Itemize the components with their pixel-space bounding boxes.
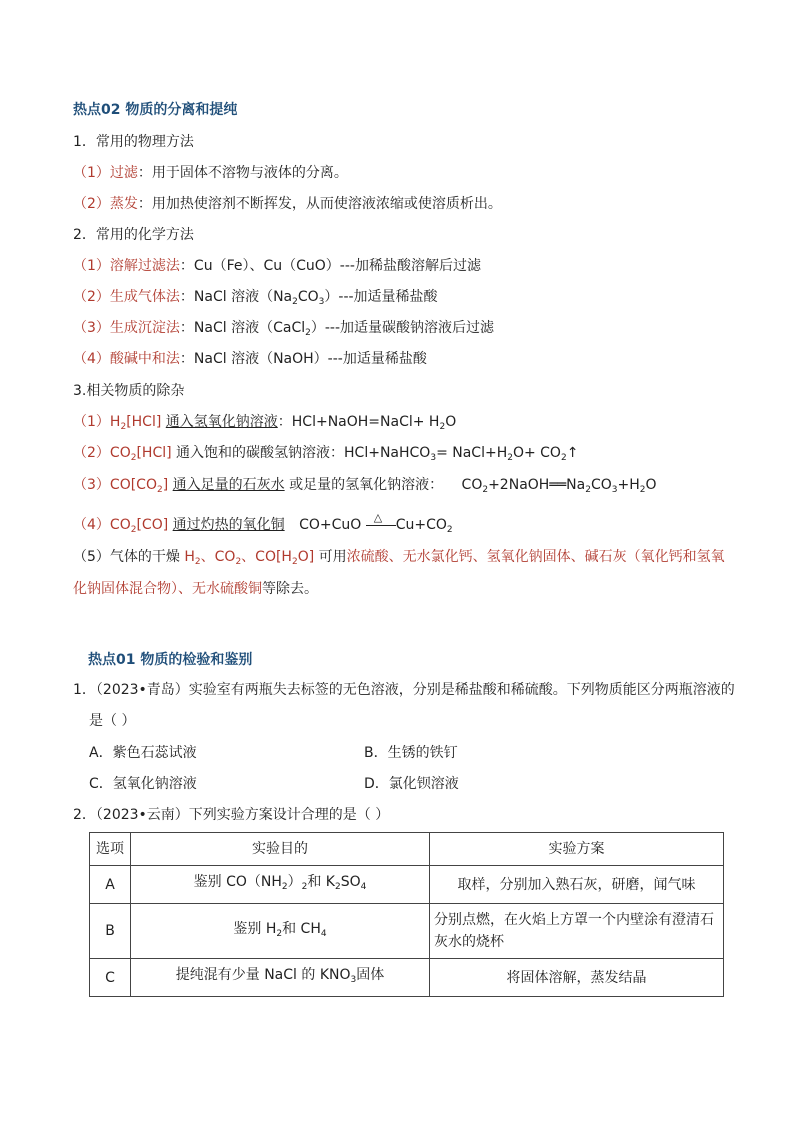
option-a: A．紫色石蕊试液 <box>89 745 197 761</box>
header-option: 选项 <box>90 833 131 866</box>
option-c: C．氢氧化钠溶液 <box>89 776 197 792</box>
table-row <box>90 904 724 959</box>
impurity-item-5-cont: 化钠固体混合物）、无水硫酸铜等除去。 <box>73 581 318 597</box>
table-row <box>90 959 724 997</box>
question-1-stem-cont: 是（ ） <box>89 713 136 729</box>
chem-item: （4）酸碱中和法：NaCl 溶液（NaOH）---加适量稀盐酸 <box>73 351 427 367</box>
chem-item: （2）生成气体法：NaCl 溶液$(Na_2CO_3)---$加适量稀盐酸 <box>73 289 438 307</box>
option-b: B．生锈的铁钉 <box>364 745 458 761</box>
section-title: 热点02 物质的分离和提纯 <box>73 102 238 118</box>
row-option: A <box>90 866 131 904</box>
header-plan: 实验方案 <box>430 833 724 866</box>
option-d: D．氯化钡溶液 <box>364 776 459 792</box>
phys-heading: 1．常用的物理方法 <box>73 134 194 150</box>
row-plan: 取样，分别加入熟石灰，研磨，闻气味 <box>430 866 724 904</box>
row-plan: 将固体溶解，蒸发结晶 <box>430 959 724 997</box>
question-1-stem: 1．（2023•青岛）实验室有两瓶失去标签的无色溶液，分别是稀盐酸和稀硫酸。下列物质能区分两瓶溶液的 <box>73 682 735 698</box>
table-header <box>90 833 724 866</box>
reaction-arrow <box>366 511 396 532</box>
row-option: B <box>90 904 131 959</box>
row-plan: 分别点燃，在火焰上方罩一个内壁涂有澄清石灰水的烧杯 <box>430 904 724 959</box>
impurity-item-2: $(2)CO_2[HCl]$ 通入饱和的碳酸氢钠溶液：HCl+NaHCO$_3$= $NaCl+H_2O+$ $CO_2↑$ <box>73 445 579 463</box>
chem-heading: 2．常用的化学方法 <box>73 227 194 243</box>
impurity-item-5: （5）气体的干燥 $H_2$、$CO_2$、$CO[H_2O]$ 可用浓硫酸、无水氯化钙、氢氧化钠固体、碱石灰（氧化钙和氢氧 <box>73 549 725 567</box>
impurity-item-1: $(1)H_2[HCl]$ 通入氢氧化钠溶液：HCl+NaOH=NaCl+ $H_2O$ <box>73 414 457 432</box>
impurity-item-3: $(3)CO[CO_2]$ 通入足量的石灰水 或足量的氢氧化钠溶液： $CO_2+2NaOH══Na_2CO_3+H_2O$ <box>73 477 657 495</box>
row-goal: 鉴别 $CO(NH_2)_2$和 $K_2SO_4$ <box>131 866 430 904</box>
impurity-item-4: $(4)CO_2[CO]$ 通过灼热的氧化铜 CO+CuO △ $Cu+CO_2$ <box>73 515 453 540</box>
question-2-stem: 2．（2023•云南）下列实验方案设计合理的是（ ） <box>73 807 390 823</box>
table-row <box>90 866 724 904</box>
chem-item: （1）溶解过滤法：Cu（Fe）、Cu（CuO）---加稀盐酸溶解后过滤 <box>73 258 481 274</box>
row-goal: 鉴别 $H_2$和 $CH_4$ <box>131 904 430 959</box>
phys-item: （2）蒸发：用加热使溶剂不断挥发，从而使溶液浓缩或使溶质析出。 <box>73 196 502 212</box>
phys-item: （1）过滤：用于固体不溶物与液体的分离。 <box>73 165 348 181</box>
row-goal: 提纯混有少量 NaCl 的 $KNO_3$固体 <box>131 959 430 997</box>
row-option: C <box>90 959 131 997</box>
options-table <box>89 832 724 997</box>
header-goal: 实验目的 <box>131 833 430 866</box>
heat-symbol: △ <box>373 511 383 524</box>
chem-item: （3）生成沉淀法：NaCl 溶液（CaCl$_2$）---加适量碳酸钠溶液后过滤 <box>73 320 494 338</box>
impurity-heading: 3.相关物质的除杂 <box>73 383 185 399</box>
section-title: 热点01 物质的检验和鉴别 <box>88 652 253 668</box>
